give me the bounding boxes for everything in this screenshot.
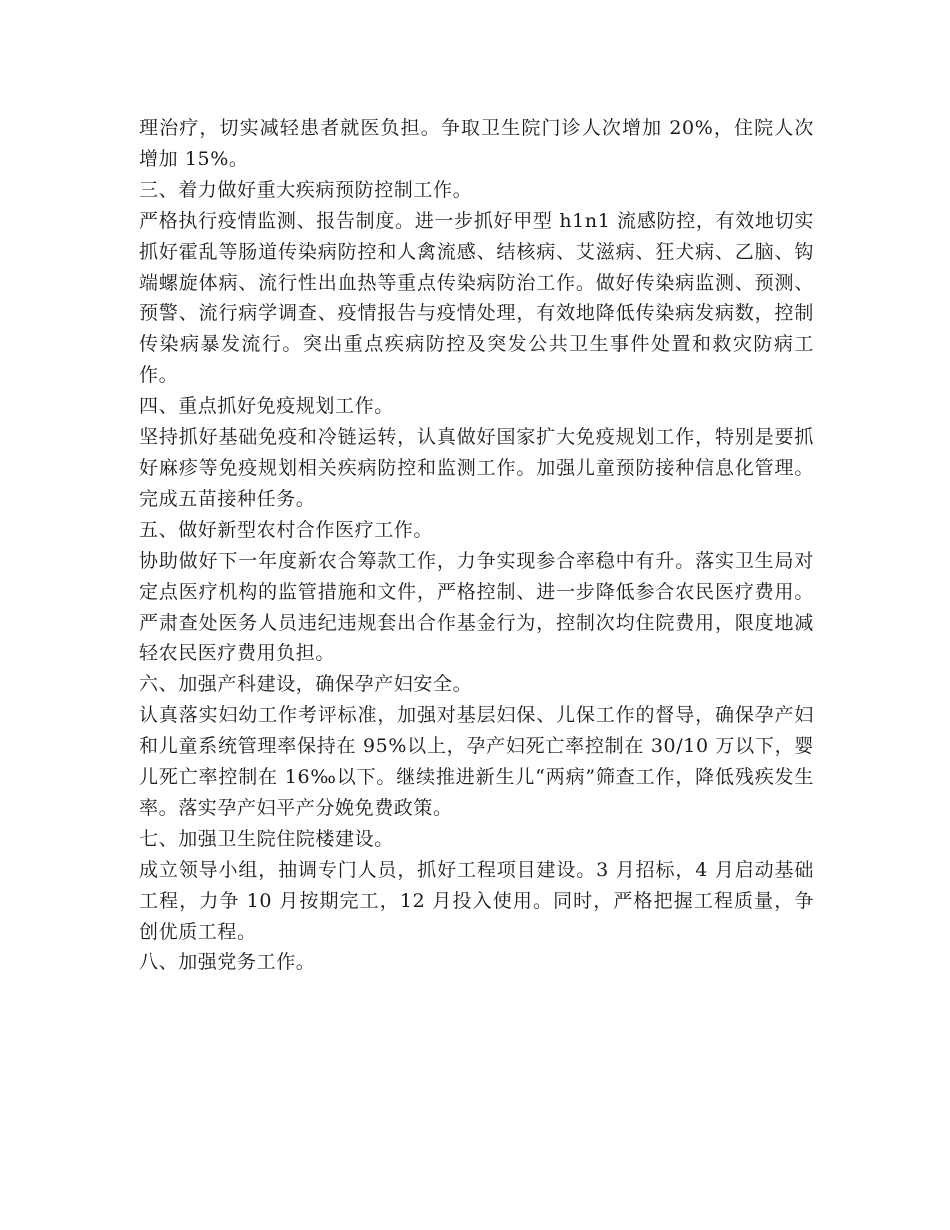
section-heading-4: 四、重点抓好免疫规划工作。 xyxy=(139,395,394,418)
section-heading-3: 三、着力做好重大疾病预防控制工作。 xyxy=(139,178,473,201)
paragraph-immunization: 坚持抓好基础免疫和冷链运转，认真做好国家扩大免疫规划工作，特别是要抓好麻疹等免疫规划相关疾病防控和监测工作。加强儿童预防接种信息化管理。完成五苗接种任务。 xyxy=(139,426,814,510)
paragraph-disease-control: 严格执行疫情监测、报告制度。进一步抓好甲型 h1n1 流感防控，有效地切实抓好霍乱等肠道传染病防控和人禽流感、结核病、艾滋病、狂犬病、乙脑、钩端螺旋体病、流行性出血热等重点传染病防治工作。做好传染病监测、预测、预警、流行病学调查、疫情报告与疫情处理，有效地降低传染病发病数，控制传染病暴发流行。突出重点疾病防控及突发公共卫生事件处置和救灾防病工作。 xyxy=(139,209,814,387)
paragraph-rural-cooperative-medical: 协助做好下一年度新农合筹款工作，力争实现参合率稳中有升。落实卫生局对定点医疗机构的监管措施和文件，严格控制、进一步降低参合农民医疗费用。严肃查处医务人员违纪违规套出合作基金行为，控制次均住院费用，限度地减轻农民医疗费用负担。 xyxy=(139,549,814,665)
paragraph-inpatient-building: 成立领导小组，抽调专门人员，抓好工程项目建设。3 月招标，4 月启动基础工程，力争 10 月按期完工，12 月投入使用。同时，严格把握工程质量，争创优质工程。 xyxy=(139,858,814,943)
paragraph-maternal-safety: 认真落实妇幼工作考评标准，加强对基层妇保、儿保工作的督导，确保孕产妇和儿童系统管理率保持在 95%以上，孕产妇死亡率控制在 30/10 万以下，婴儿死亡率控制在 16‰以下。继续推进新生儿“两病”筛查工作，降低残疾发生率。落实孕产妇平产分娩免费政策。 xyxy=(139,704,814,819)
section-heading-5: 五、做好新型农村合作医疗工作。 xyxy=(139,518,434,541)
section-heading-6: 六、加强产科建设，确保孕产妇安全。 xyxy=(139,673,473,696)
section-heading-8: 八、加强党务工作。 xyxy=(139,951,316,974)
document-body xyxy=(139,113,814,978)
paragraph-outpatient-target: 理治疗，切实减轻患者就医负担。争取卫生院门诊人次增加 20%，住院人次增加 15%。 xyxy=(139,117,814,170)
section-heading-7: 七、加强卫生院住院楼建设。 xyxy=(139,827,394,850)
